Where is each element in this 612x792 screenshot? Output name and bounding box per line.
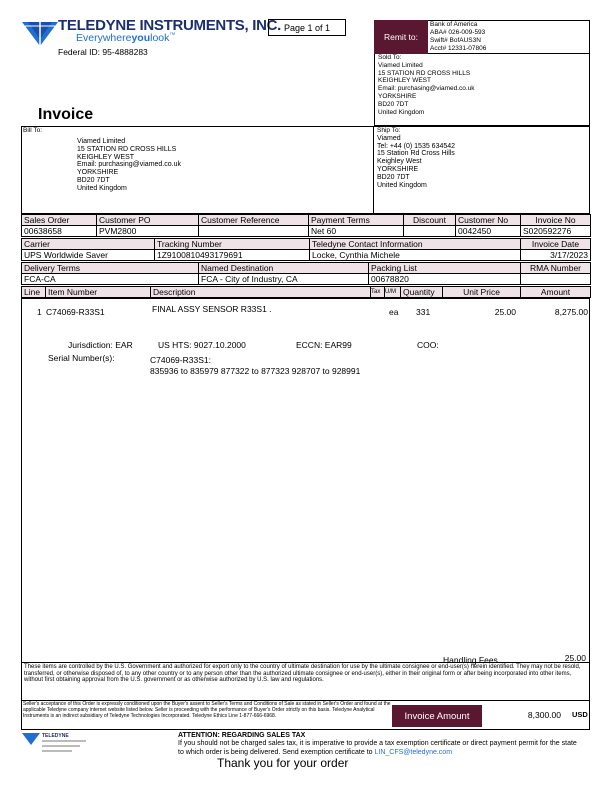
serial-item: C74069-R33S1: [150, 355, 211, 365]
attention-body: If you should not be charged sales tax, it is imperative to provide a tax exemption certificate or direct payment permit for the state to which order is being delivered. Send exemption certificate to LIN_CFS@teledyne.com [178, 740, 577, 756]
currency: USD [572, 710, 588, 719]
header-invoice-no: Invoice No [521, 215, 591, 226]
small-logo-line [42, 745, 80, 747]
sales-order-value: 00638658 [22, 226, 97, 237]
carrier-value: UPS Worldwide Saver [22, 250, 155, 261]
remit-line: Acct# 12331-07806 [430, 45, 487, 52]
customer-po-value: PVM2800 [97, 226, 199, 237]
ship-to-line: 15 Station Rd Cross Hills [377, 150, 455, 158]
coo: COO: [417, 340, 439, 350]
handling-fees-label: Handling Fees [443, 655, 498, 665]
header-line: Line [22, 287, 46, 298]
thank-you: Thank you for your order [217, 756, 349, 770]
bill-to-line: KEIGHLEY WEST [77, 153, 135, 161]
customer-no-value: 0042450 [456, 226, 521, 237]
rma-number-value [521, 274, 591, 285]
sold-to-box [374, 54, 590, 126]
small-logo-mark-icon [22, 733, 40, 745]
sold-to-line: YORKSHIRE [378, 92, 417, 100]
bill-to-line: 15 STATION RD CROSS HILLS [77, 145, 177, 153]
header-delivery-terms: Delivery Terms [22, 263, 199, 274]
payment-terms-value: Net 60 [309, 226, 404, 237]
header-quantity: Quantity [401, 287, 443, 298]
ship-to-line: Viamed [377, 134, 401, 142]
customer-reference-value [199, 226, 309, 237]
handling-fees-value: 25.00 [564, 653, 586, 663]
bill-to-line: YORKSHIRE [77, 169, 119, 177]
bill-to-label: Bill To: [23, 127, 43, 134]
page-indicator: Page 1 of 1 [268, 19, 346, 36]
eccn: ECCN: EAR99 [296, 340, 352, 350]
ship-to-line: United Kingdom [377, 181, 427, 189]
export-notice: These items are controlled by the U.S. Government and authorized for export only to the country of ultimate destination for use by the ultimate consignee or end-user(s) herein identified. They may not be resold, transferred, or otherwise disposed of, to any other country or to any person other than the authorized ultimate consignee or end-user(s), either in their original form or after being incorporated into other items, without first obtaining approval from the U.S. government or as otherwise authorized by U.S. law and regulations. [21, 663, 590, 701]
federal-id: Federal ID: 95-4888283 [58, 47, 148, 57]
small-logo-line [42, 740, 86, 742]
header-unit-price: Unit Price [443, 287, 521, 298]
header-sales-order: Sales Order [22, 215, 97, 226]
header-invoice-date: Invoice Date [521, 239, 591, 250]
header-tracking-number: Tracking Number [155, 239, 310, 250]
header-tax: Tax [371, 287, 385, 298]
item-description: FINAL ASSY SENSOR R33S1 . [152, 304, 272, 314]
discount-value [404, 226, 456, 237]
item-amount: 8,275.00 [554, 307, 588, 317]
packing-list-value: 00678820 [369, 274, 521, 285]
sold-to-line: Viamed Limited [378, 61, 423, 69]
attention-title: ATTENTION: REGARDING SALES TAX [178, 732, 306, 739]
small-logo-line [42, 750, 72, 752]
us-hts: US HTS: 9027.10.2000 [158, 340, 246, 350]
sold-to-line: Email: purchasing@viamed.co.uk [378, 85, 475, 93]
remit-line: Swift# BofAUS3N [430, 37, 481, 44]
header-rma-number: RMA Number [521, 263, 591, 274]
remit-to-label: Remit to: [374, 20, 428, 54]
bill-to-line: Viamed Limited [77, 138, 126, 145]
line-items-header [21, 286, 591, 298]
tracking-number-value: 1Z9100810493179691 [155, 250, 310, 261]
named-destination-value: FCA - City of Industry, CA [199, 274, 369, 285]
header-item-number: Item Number [46, 287, 151, 298]
delivery-info-table [21, 262, 591, 285]
attention-email-link[interactable]: LIN_CFS@teledyne.com [374, 748, 453, 756]
serial-numbers: 835936 to 835979 877322 to 877323 928707 to 928991 [150, 366, 361, 376]
ship-to-line: Keighley West [377, 158, 422, 166]
ship-to-line: YORKSHIRE [377, 165, 419, 173]
sold-to-label: Sold To: [378, 54, 402, 61]
item-number: C74069-R33S1 [46, 307, 105, 317]
remit-line: Bank of America [430, 21, 478, 28]
bill-to-box [21, 126, 374, 214]
header-packing-list: Packing List [369, 263, 521, 274]
serial-numbers-label: Serial Number(s): [48, 353, 115, 363]
sold-to-line: KEIGHLEY WEST [378, 77, 431, 85]
remit-to-details [428, 20, 590, 54]
small-teledyne-logo [22, 733, 112, 759]
header-carrier: Carrier [22, 239, 155, 250]
sold-to-line: BD20 7DT [378, 100, 409, 108]
jurisdiction: Jurisdiction: EAR [68, 340, 133, 350]
header-payment-terms: Payment Terms [309, 215, 404, 226]
line-number: 1 [37, 307, 42, 317]
sold-to-line: United Kingdom [378, 108, 425, 116]
terms-text: Seller's acceptance of this Order is expressly conditioned upon the Buyer's assent to Seller's Terms and Conditions of Sale as stated in Seller's Order and found at the applicable Teledyne company internet website listed below. Seller is proceeding with the performance of Buyer's Order strictly on this basis. Teledyne Analytical Instruments is an indirect subsidiary of Teledyne Technologies Incorporated. Teledyne Ethics Line 1-877-666-6968. [23, 701, 391, 719]
header-amount: Amount [521, 287, 591, 298]
sold-to-line: 15 STATION RD CROSS HILLS [378, 69, 471, 77]
ship-to-box [374, 126, 590, 214]
bill-to-line: United Kingdom [77, 184, 127, 192]
header-customer-reference: Customer Reference [199, 215, 309, 226]
invoice-date-value: 3/17/2023 [521, 250, 591, 261]
item-um: ea [389, 307, 399, 317]
item-unit-price: 25.00 [494, 307, 516, 317]
invoice-amount-value: 8,300.00 [527, 710, 561, 720]
invoice-no-value: S020592276 [521, 226, 591, 237]
header-description: Description [151, 287, 371, 298]
contact-value: Locke, Cynthia Michele [310, 250, 521, 261]
header-contact-info: Teledyne Contact Information [310, 239, 521, 250]
delivery-terms-value: FCA-CA [22, 274, 199, 285]
invoice-amount-label: Invoice Amount [392, 705, 482, 727]
order-info-table [21, 214, 591, 237]
company-name: TELEDYNE INSTRUMENTS, INC. [58, 17, 282, 34]
bill-to-line: BD20 7DT [77, 176, 110, 184]
small-logo-text: TELEDYNE [42, 733, 69, 739]
remit-line: ABA# 026-009-593 [430, 29, 486, 36]
header-named-destination: Named Destination [199, 263, 369, 274]
ship-to-label: Ship To: [377, 127, 401, 134]
item-quantity: 331 [416, 307, 431, 317]
page-title: Invoice [38, 106, 94, 123]
shipping-info-table [21, 238, 591, 261]
header-um: U/M [385, 287, 401, 298]
header-discount: Discount [404, 215, 456, 226]
company-tagline: Everywhereyoulook™ [76, 32, 176, 44]
ship-to-line: Tel: +44 (0) 1535 634542 [377, 142, 456, 150]
teledyne-logo-icon [22, 20, 58, 46]
bill-to-line: Email: purchasing@viamed.co.uk [77, 161, 181, 169]
header-customer-no: Customer No [456, 215, 521, 226]
ship-to-line: BD20 7DT [377, 173, 410, 181]
header-customer-po: Customer PO [97, 215, 199, 226]
